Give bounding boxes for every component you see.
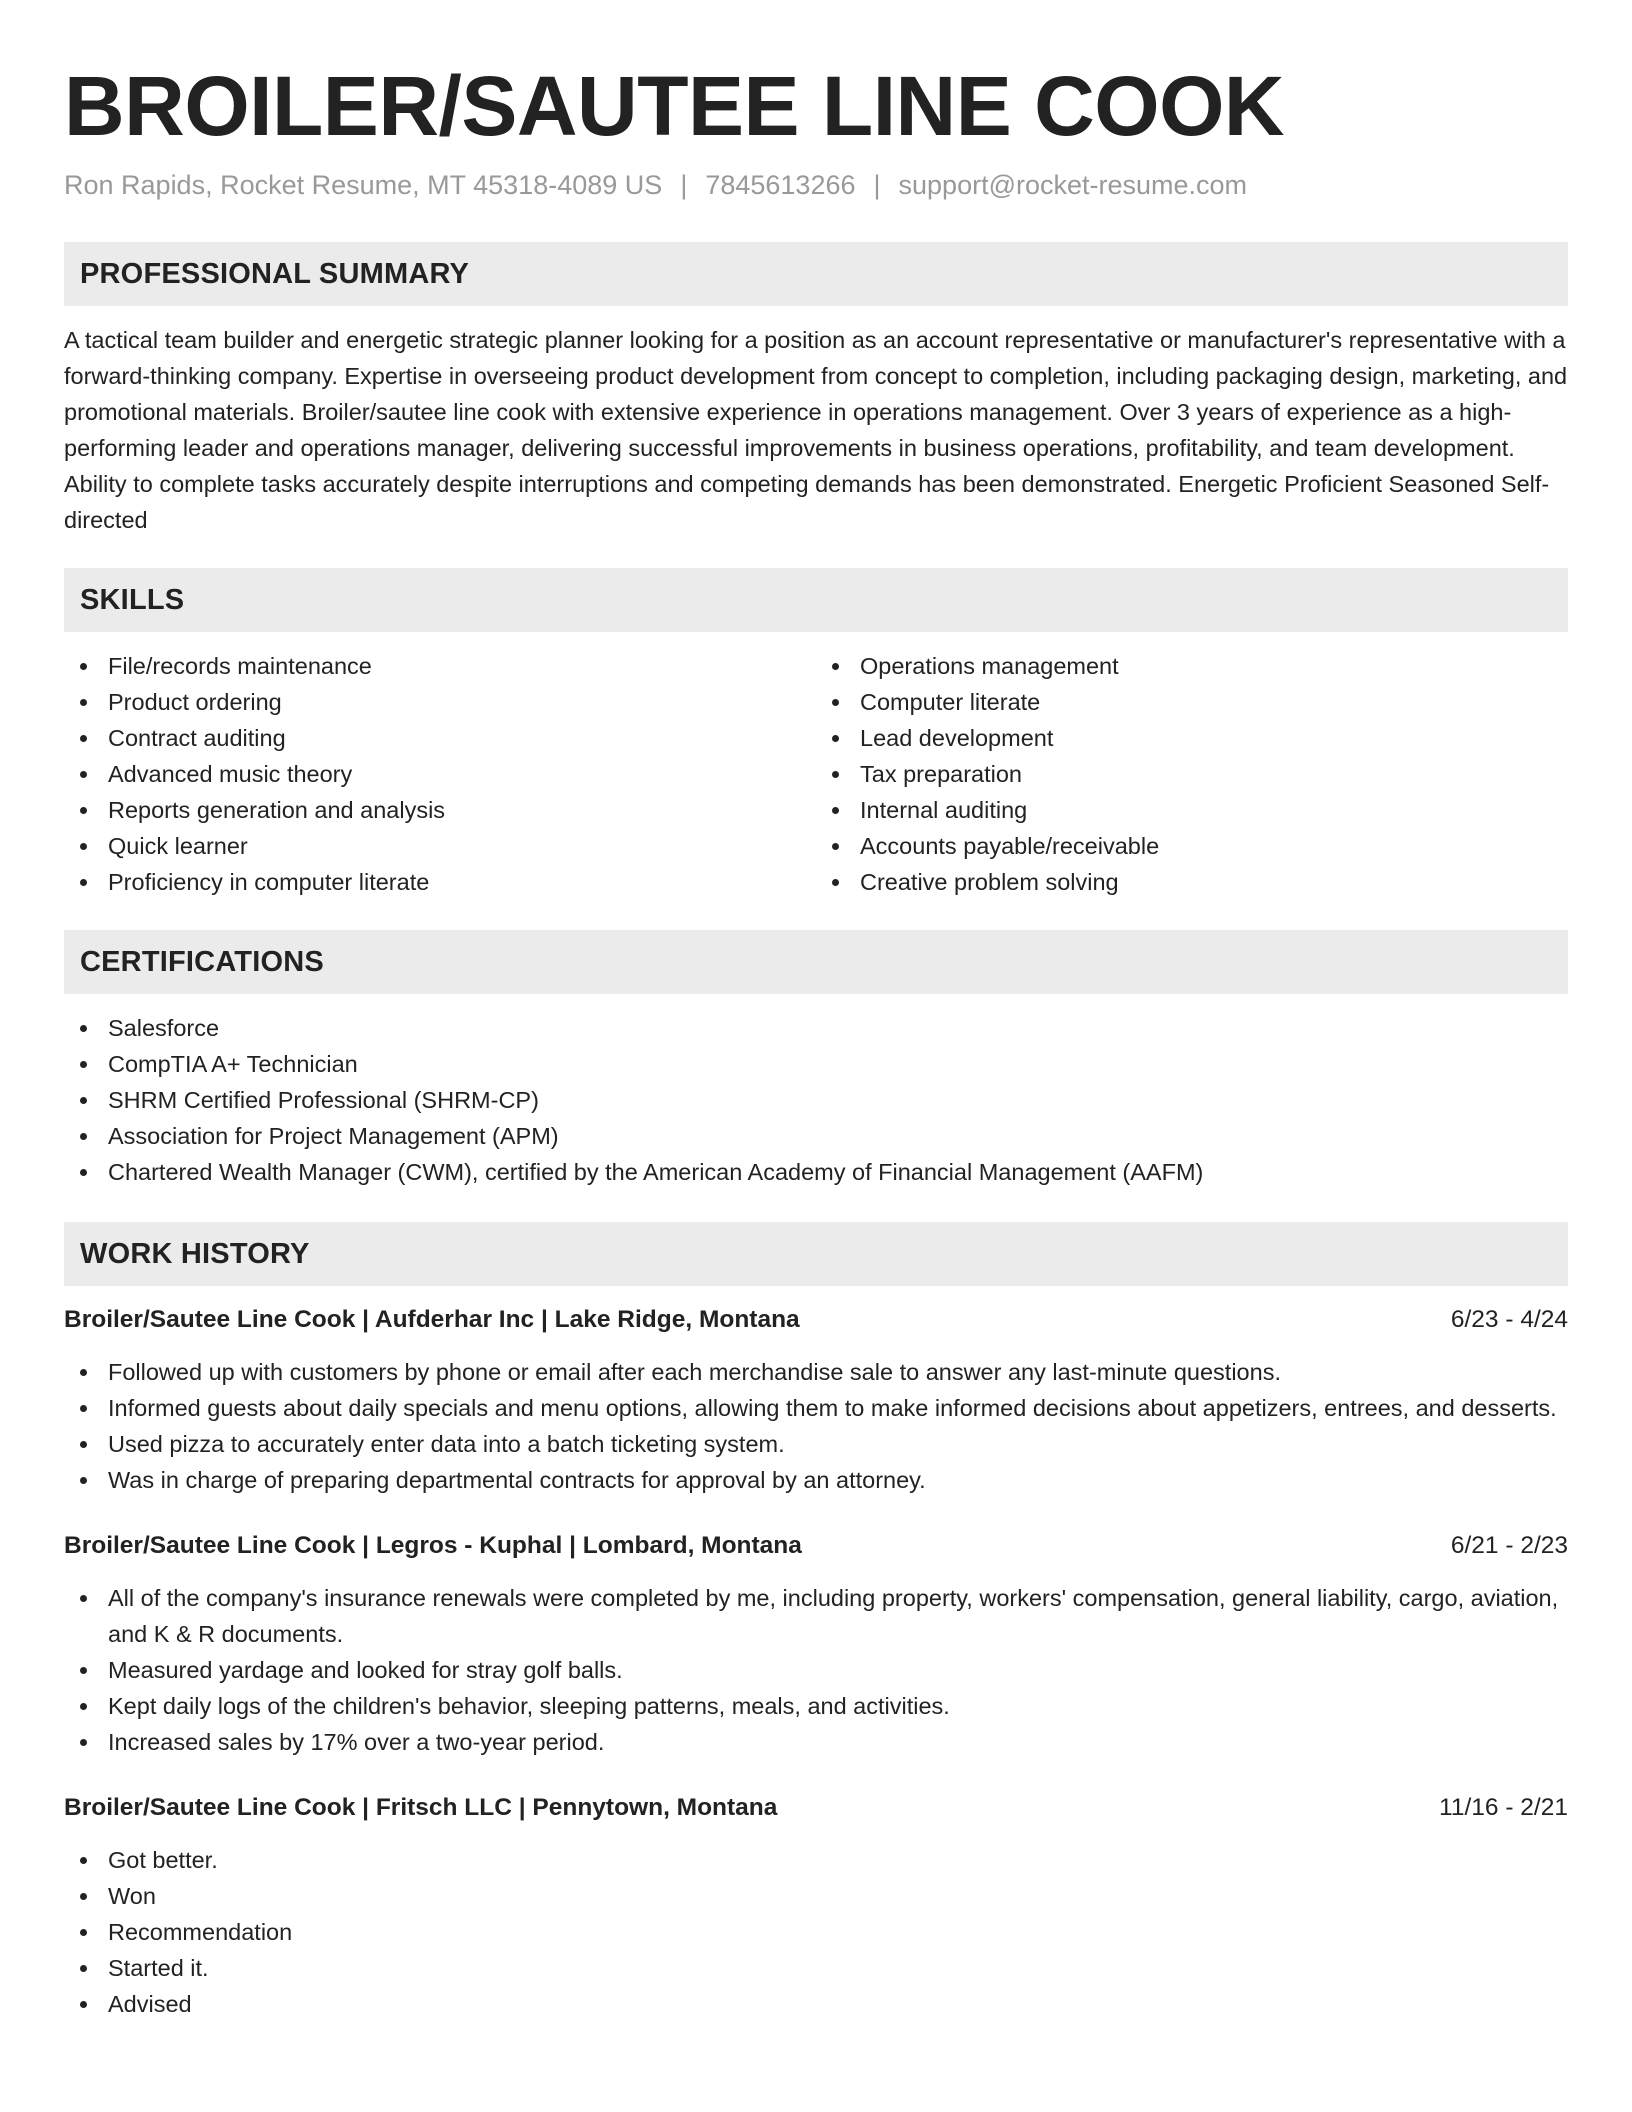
skill-item: Creative problem solving [816, 864, 1568, 900]
job-bullet: Advised [64, 1986, 1568, 2022]
job-header [64, 1302, 1568, 1338]
job-bullet: Used pizza to accurately enter data into a batch ticketing system. [64, 1426, 1568, 1462]
job-bullet: Was in charge of preparing departmental contracts for approval by an attorney. [64, 1462, 1568, 1498]
job-bullet: All of the company's insurance renewals were completed by me, including property, workers' compensation, general liability, cargo, aviation, and K & R documents. [64, 1580, 1568, 1652]
summary-heading: PROFESSIONAL SUMMARY [64, 242, 1568, 306]
job-bullet: Started it. [64, 1950, 1568, 1986]
contact-line [64, 168, 1568, 202]
job-title: Broiler/Sautee Line Cook | Legros - Kuphal | Lombard, Montana [64, 1532, 802, 1559]
job-entry [64, 1528, 1568, 1760]
resume-page [64, 0, 1568, 2022]
skill-item: Operations management [816, 648, 1568, 684]
job-bullets [64, 1354, 1568, 1498]
skills-grid [64, 648, 1568, 900]
certification-item: Chartered Wealth Manager (CWM), certified by the American Academy of Financial Management (AAFM) [64, 1154, 1568, 1190]
certification-item: Salesforce [64, 1010, 1568, 1046]
skills-list-left [64, 648, 816, 900]
skills-column-left [64, 648, 816, 900]
job-bullets [64, 1580, 1568, 1760]
job-bullet: Increased sales by 17% over a two-year period. [64, 1724, 1568, 1760]
job-bullet: Followed up with customers by phone or email after each merchandise sale to answer any last-minute questions. [64, 1354, 1568, 1390]
resume-name: BROILER/SAUTEE LINE COOK [64, 59, 1285, 153]
contact-email: support@rocket-resume.com [898, 170, 1248, 200]
skill-item: Accounts payable/receivable [816, 828, 1568, 864]
job-bullet: Won [64, 1878, 1568, 1914]
certification-item: SHRM Certified Professional (SHRM-CP) [64, 1082, 1568, 1118]
work-history-heading: WORK HISTORY [64, 1222, 1568, 1286]
skills-column-right [816, 648, 1568, 900]
skill-item: Contract auditing [64, 720, 816, 756]
job-bullets [64, 1842, 1568, 2022]
certifications-list [64, 1010, 1568, 1190]
skills-heading: SKILLS [64, 568, 1568, 632]
skill-item: Product ordering [64, 684, 816, 720]
contact-address: Ron Rapids, Rocket Resume, MT 45318-4089 US [64, 170, 663, 200]
job-dates: 6/21 - 2/23 [1450, 1532, 1568, 1559]
contact-separator: | [680, 170, 688, 200]
job-bullet: Got better. [64, 1842, 1568, 1878]
job-header [64, 1528, 1568, 1564]
summary-text: A tactical team builder and energetic strategic planner looking for a position as an account representative or manufacturer's representative with a forward-thinking company. Expertise in overseeing product development from concept to completion, including packaging design, marketing, and promotional materials. Broiler/sautee line cook with extensive experience in operations management. Over 3 years of experience as a high-performing leader and operations manager, delivering successful improvements in business operations, profitability, and team development. Ability to complete tasks accurately despite interruptions and competing demands has been demonstrated. Energetic Proficient Seasoned Self-directed [64, 327, 1568, 533]
skill-item: Proficiency in computer literate [64, 864, 816, 900]
job-entry [64, 1790, 1568, 2022]
certifications-heading: CERTIFICATIONS [64, 930, 1568, 994]
job-bullet: Recommendation [64, 1914, 1568, 1950]
job-dates: 6/23 - 4/24 [1450, 1306, 1568, 1333]
contact-separator: | [873, 170, 881, 200]
job-header [64, 1790, 1568, 1826]
skill-item: Internal auditing [816, 792, 1568, 828]
skill-item: Lead development [816, 720, 1568, 756]
certification-item: Association for Project Management (APM) [64, 1118, 1568, 1154]
job-bullet: Measured yardage and looked for stray golf balls. [64, 1652, 1568, 1688]
skill-item: Advanced music theory [64, 756, 816, 792]
skill-item: Reports generation and analysis [64, 792, 816, 828]
job-bullet: Informed guests about daily specials and menu options, allowing them to make informed decisions about appetizers, entrees, and desserts. [64, 1390, 1568, 1426]
job-bullet: Kept daily logs of the children's behavior, sleeping patterns, meals, and activities. [64, 1688, 1568, 1724]
skill-item: Quick learner [64, 828, 816, 864]
contact-phone: 7845613266 [705, 170, 856, 200]
job-title: Broiler/Sautee Line Cook | Fritsch LLC | Pennytown, Montana [64, 1794, 778, 1821]
skill-item: Tax preparation [816, 756, 1568, 792]
skill-item: Computer literate [816, 684, 1568, 720]
job-dates: 11/16 - 2/21 [1439, 1794, 1568, 1821]
skill-item: File/records maintenance [64, 648, 816, 684]
skills-list-right [816, 648, 1568, 900]
job-title: Broiler/Sautee Line Cook | Aufderhar Inc | Lake Ridge, Montana [64, 1306, 800, 1333]
job-entry [64, 1302, 1568, 1498]
certification-item: CompTIA A+ Technician [64, 1046, 1568, 1082]
